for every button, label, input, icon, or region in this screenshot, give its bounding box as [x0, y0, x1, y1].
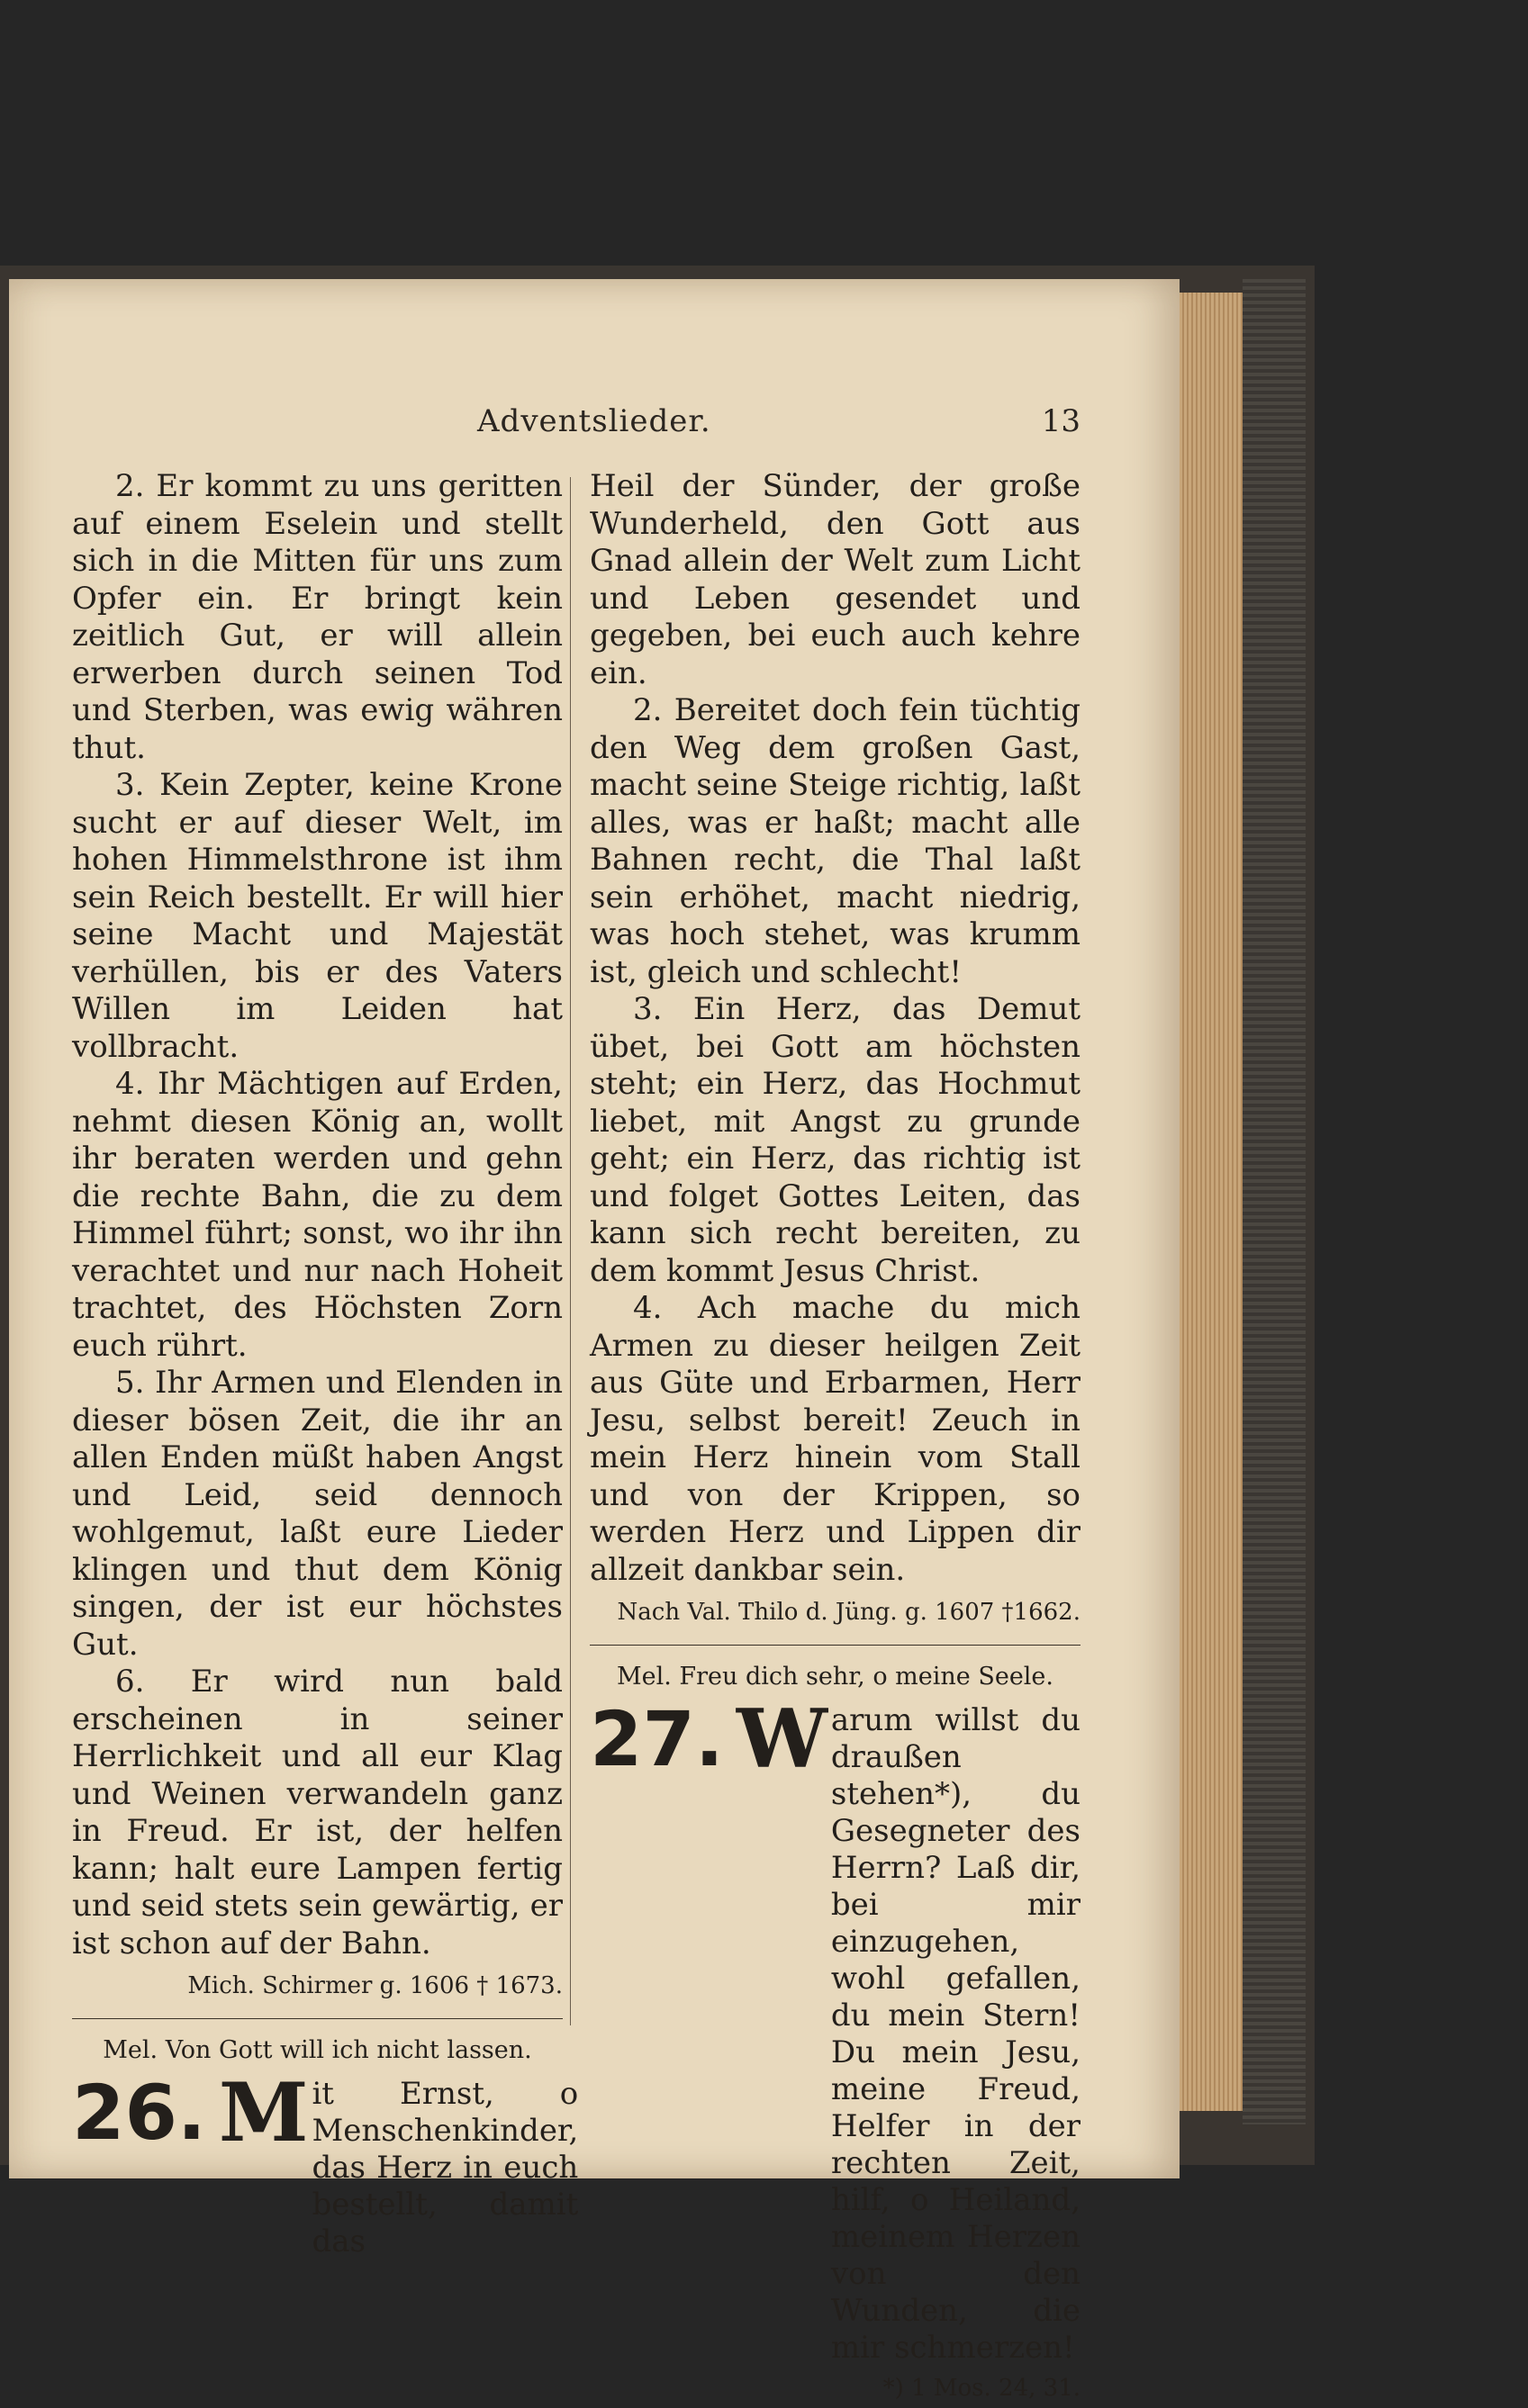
book-spine — [1243, 279, 1306, 2124]
running-title: Adventslieder. — [477, 403, 711, 439]
page-edges — [1180, 293, 1243, 2111]
drop-initial: M — [218, 2065, 309, 2160]
verse: 2. Er kommt zu uns geritten auf einem Eselein und stellt sich in die Mitten für uns zum Opfer ein. Er bringt kein zeitlich Gut, er will allein erwerben durch seinen Tod und Sterben, was ewig währen thut. — [72, 468, 563, 766]
verse: 3. Kein Zepter, keine Krone sucht er auf dieser Welt, im hohen Himmelsthrone ist ihm sein Reich bestellt. Er will hier seine Macht und Majestät verhüllen, bis er des Vaters Willen im Leiden hat vollbracht. — [72, 767, 563, 1065]
footnote: *) 1 Mos. 24, 31. — [882, 2375, 1080, 2402]
section-rule — [590, 1645, 1080, 1646]
hymn-number: 26. — [72, 2069, 206, 2157]
verse: 6. Er wird nun bald erscheinen in seiner Herrlichkeit und all eur Klag und Weinen verwandeln ganz in Freud. Er ist, der helfen kann; halt eure Lampen fertig und seid stets sein gewärtig, er ist schon auf der Bahn. — [72, 1664, 563, 1962]
hymn-first-verse: arum willst du draußen stehen*), du Gesegneter des Herrn? Laß dir, bei mir einzugehen, wohl gefallen, du mein Stern! Du mein Jesu, meine Freud, Helfer in der rechten Zeit, hilf, o Heiland, meinem Herzen von den Wunden, die mir schmerzen! — [830, 1702, 1080, 2366]
author-attribution: Nach Val. Thilo d. Jüng. g. 1607 †1662. — [617, 1599, 1080, 1626]
verse: 5. Ihr Armen und Elenden in dieser bösen Zeit, die ihr an allen Enden müßt haben Angst und Leid, seid dennoch wohlgemut, laßt eure Lieder klingen und thut dem König singen, der ist eur höchstes Gut. — [72, 1365, 563, 1663]
verse: 3. Ein Herz, das Demut übet, bei Gott am höchsten steht; ein Herz, das Hochmut liebet, mit Angst zu grunde geht; ein Herz, das richtig ist und folget Gottes Leiten, das kann sich recht bereiten, zu dem kommt Jesus Christ. — [590, 991, 1080, 1289]
hymn-first-verse: it Ernst, o Menschenkinder, das Herz in euch bestellt, damit das — [312, 2076, 579, 2259]
section-rule — [72, 2018, 563, 2019]
left-column — [72, 468, 579, 2260]
verse: 4. Ach mache du mich Armen zu dieser heilgen Zeit aus Güte und Erbarmen, Herr Jesu, selbst bereit! Zeuch in mein Herz hinein vom Stall und von der Krippen, so werden Herz und Lippen dir allzeit dankbar sein. — [590, 1290, 1080, 1588]
verse: Heil der Sünder, der große Wunderheld, den Gott aus Gnad allein der Welt zum Licht und Leben gesendet und gegeben, bei euch auch kehre ein. — [590, 468, 1080, 691]
page-number: 13 — [1041, 403, 1080, 439]
hymn-number: 27. — [590, 1695, 724, 1783]
verse: 4. Ihr Mächtigen auf Erden, nehmt diesen König an, wollt ihr beraten werden und gehn die rechte Bahn, die zu dem Himmel führt; sonst, wo ihr ihn verachtet und nur nach Hoheit trachtet, des Höchsten Zorn euch rührt. — [72, 1066, 563, 1364]
verse: 2. Bereitet doch fein tüchtig den Weg dem großen Gast, macht seine Steige richtig, laßt alles, was er haßt; macht alle Bahnen recht, die Thal laßt sein erhöhet, macht niedrig, was hoch stehet, was krumm ist, gleich und schlecht! — [590, 692, 1080, 990]
hymn-start — [590, 1691, 1080, 2367]
author-attribution: Mich. Schirmer g. 1606 † 1673. — [187, 1972, 563, 1999]
column-divider — [570, 477, 571, 2025]
drop-initial: W — [736, 1691, 827, 1787]
right-column — [590, 468, 1080, 2408]
melody-line: Mel. Freu dich sehr, o meine Seele. — [616, 1662, 1053, 1691]
page-header — [450, 403, 1080, 448]
hymn-start — [72, 2065, 579, 2260]
melody-line: Mel. Von Gott will ich nicht lassen. — [103, 2035, 532, 2064]
